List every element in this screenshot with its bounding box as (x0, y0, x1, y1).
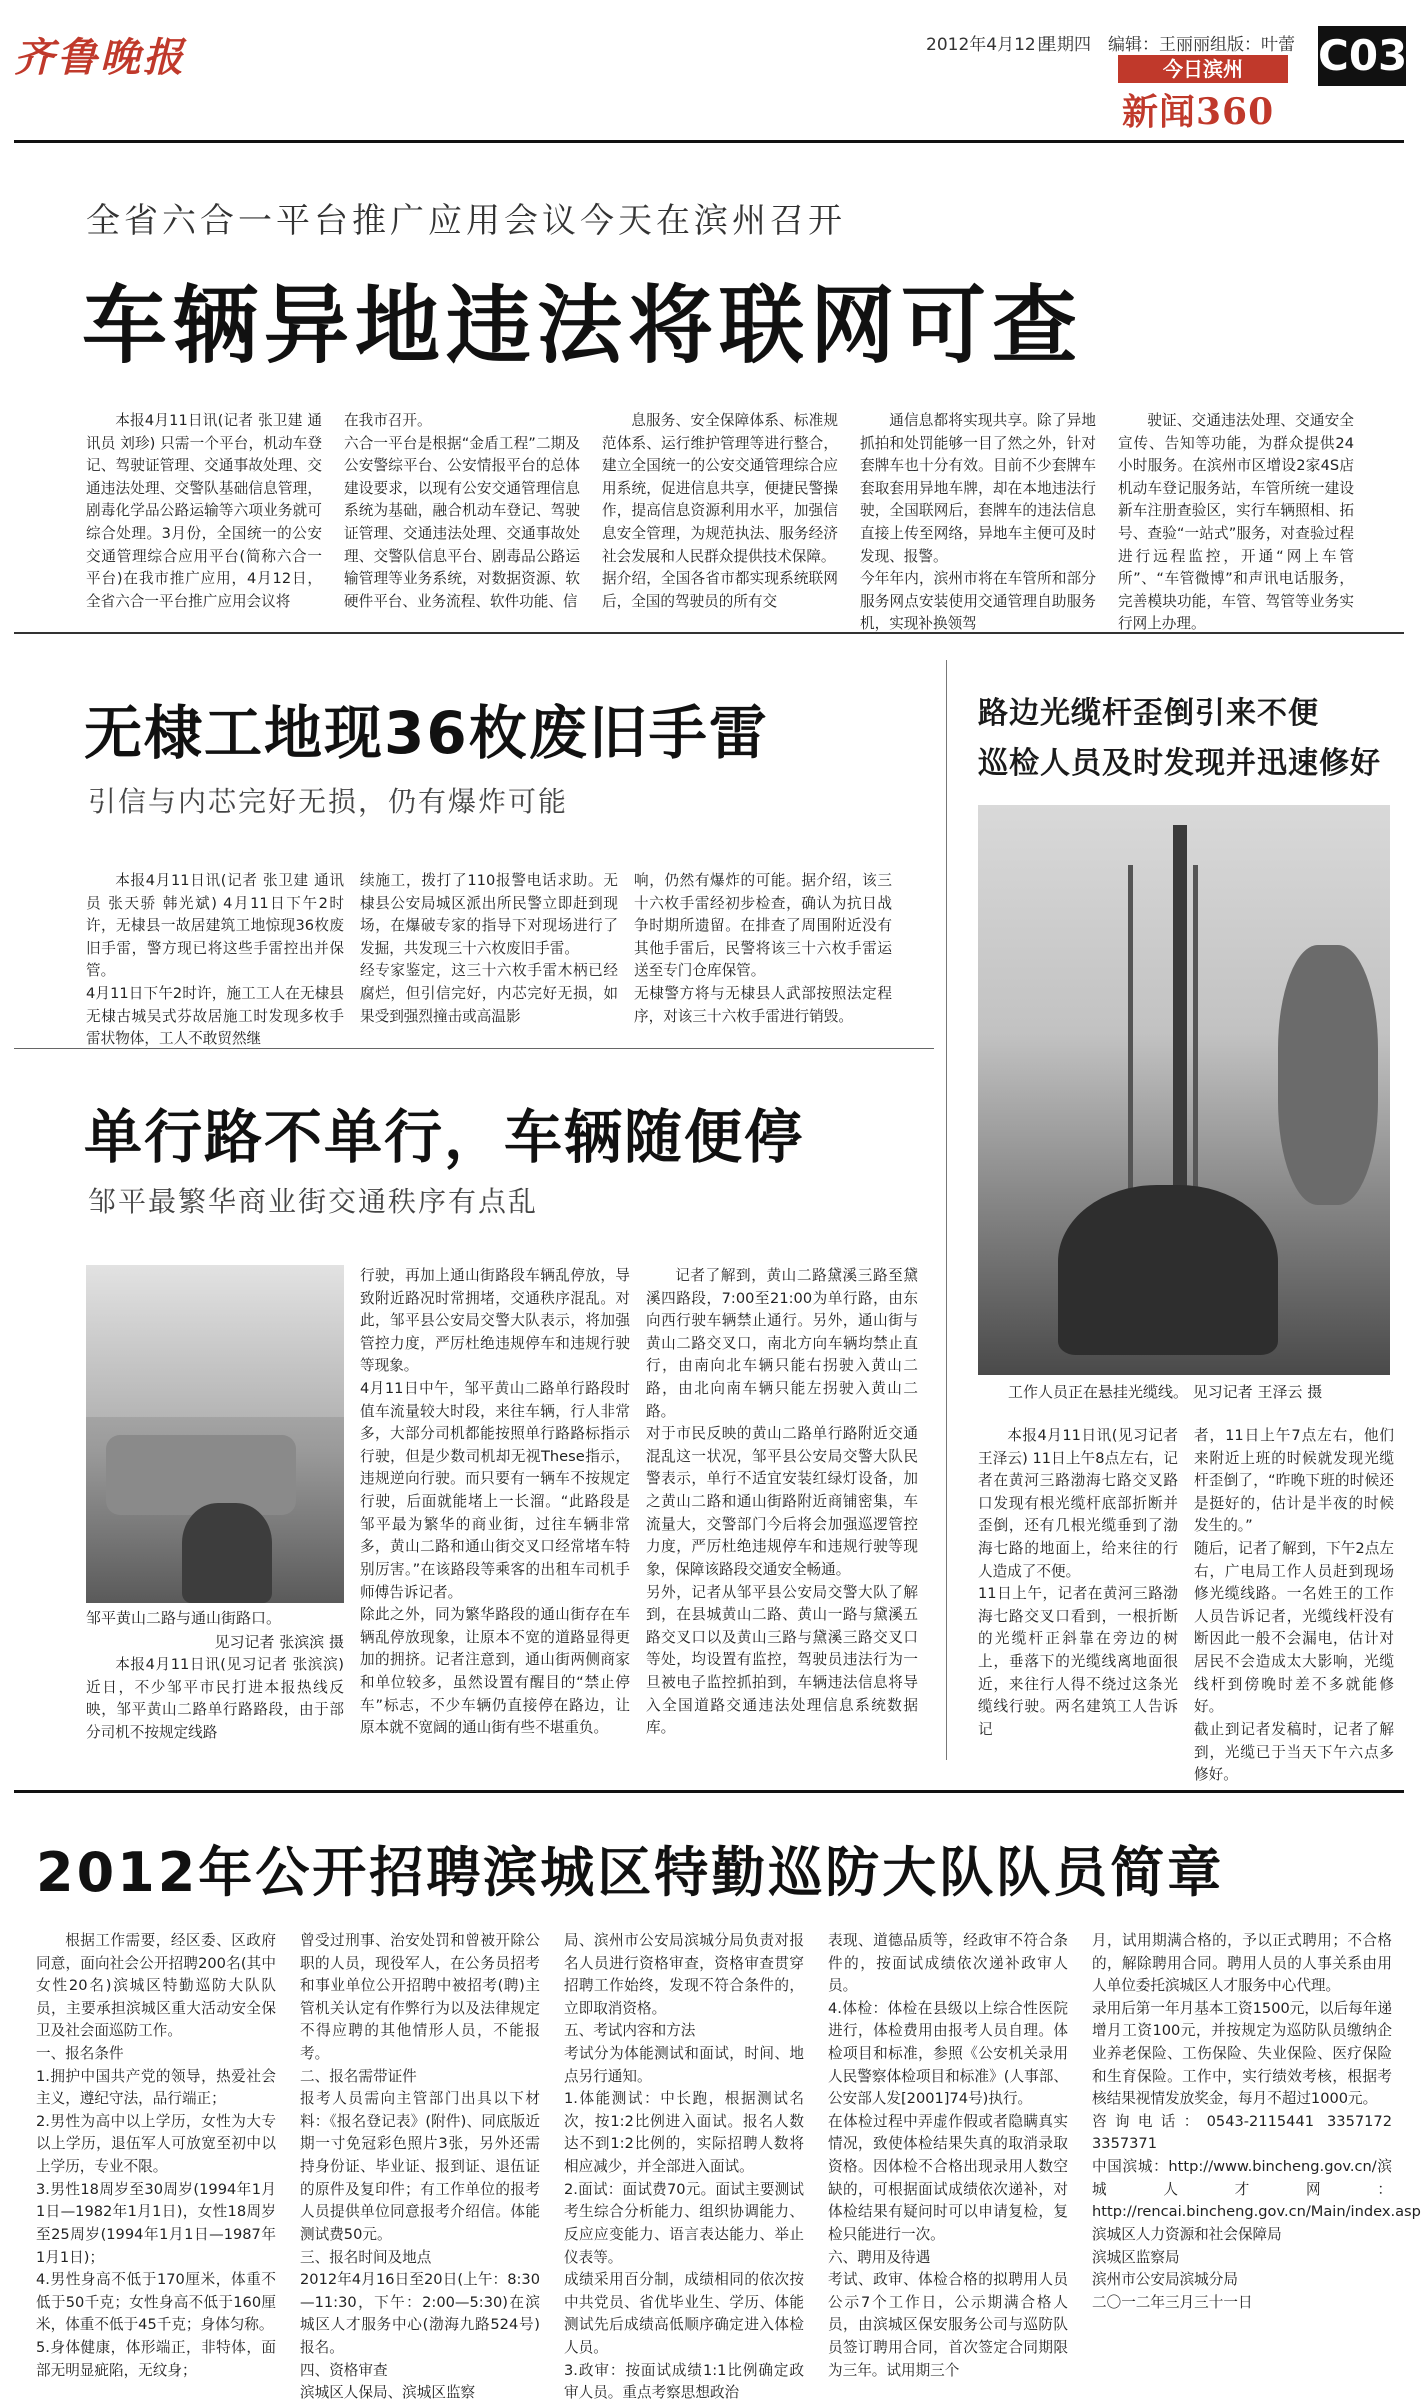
story3-photo-caption (86, 1606, 344, 1654)
masthead (0, 0, 1417, 140)
photo-tree-shape (1278, 945, 1378, 1205)
story3-caption-line1: 邹平黄山二路与通山街路口。 (86, 1609, 282, 1627)
story1-col5-text: 驶证、交通违法处理、交通安全宣传、告知等功能，为群众提供24小时服务。在滨州市区增设2家4S店机动车登记服务站，车管所统一建设新车注册查验区，实行车辆照相、拓号、查验“一站式”服务，对查验过程进行远程监控，开通“网上车管所”、“车管微博”和声讯电话服务，完善模块功能，车管、驾管等业务实行网上办理。 (1118, 412, 1354, 633)
story1-col2-text: 在我市召开。 六合一平台是根据“金盾工程”二期及公安警综平台、公安情报平台的总体建设要求，以现有公安交通管理信息系统为基础，融合机动车登记、驾驶证管理、交通违法处理、交通事故处理、交警队信息平台、剧毒品公路运输管理等业务系统，对数据资源、软硬件平台、业务流程、软件功能、信 (344, 412, 580, 610)
photo-motorbike-shape (182, 1503, 272, 1603)
story1-col3-text: 息服务、安全保障体系、标准规范体系、运行维护管理等进行整合，建立全国统一的公安交通管理综合应用系统，促进信息共享，便捷民警操作，提高信息资源利用水平，加强信息安全管理，为规范执法、服务经济社会发展和人民群众提供技术保障。 据介绍，全国各省市都实现系统联网后，全国的驾驶员的所有交 (602, 412, 838, 610)
story5-col1-text: 根据工作需要，经区委、区政府同意，面向社会公开招聘200名(其中女性20名)滨城区特勤巡防大队队员，主要承担滨城区重大活动安全保卫及社会面巡防工作。 一、报名条件 1.拥护中国共产党的领导，热爱社会主义，遵纪守法，品行端正； 2.男性为高中以上学历，女性为大专以上学历，退伍军人可放宽至初中以上学历，专业不限。 3.男性18周岁至30周岁(1994年1月1日—1982年1月1日)，女性18周岁至25周岁(1994年1月1日—1987年1月1日)； 4.男性身高不低于170厘米，体重不低于50千克；女性身高不低于160厘米，体重不低于45千克；身体匀称。 5.身体健康，体形端正，非特体，面部无明显疵陷，无纹身； (36, 1932, 276, 2379)
story5-col3-text: 局、滨州市公安局滨城分局负责对报名人员进行资格审查，资格审查贯穿招聘工作始终，发现不符合条件的，立即取消资格。 五、考试内容和方法 考试分为体能测试和面试，时间、地点另行通知。 1.体能测试：中长跑，根据测试名次，按1:2比例进入面试。报名人数达不到1:2比例的，实际招聘人数将相应减少，并全部进入面试。 2.面试：面试费70元。面试主要测试考生综合分析能力、组织协调能力、反应应变能力、语言表达能力、举止仪表等。 成绩采用百分制，成绩相同的依次按中共党员、省优毕业生、学历、体能测试先后成绩高低顺序确定进入体检人员。 3.政审：按面试成绩1:1比例确定政审人员。重点考察思想政治 (564, 1932, 804, 2402)
story2-headline: 无棣工地现36枚废旧手雷 (84, 699, 769, 767)
story5-top-rule (14, 1790, 1404, 1793)
story3-subhead: 邹平最繁华商业街交通秩序有点乱 (88, 1185, 539, 1218)
story2-col3-text: 响，仍然有爆炸的可能。据介绍，该三十六枚手雷经初步检查，确认为抗日战争时期所遗留。在排查了周围附近没有其他手雷后，民警将该三十六枚手雷运送至专门仓库保管。 无棣警方将与无棣县人武部按照法定程序，对该三十六枚手雷进行销毁。 (634, 872, 892, 1025)
story3-col1 (86, 1654, 344, 1754)
story2-col1 (86, 870, 344, 1048)
cable-repair-photo (978, 805, 1390, 1375)
section-tag: 今日滨州 (1118, 55, 1288, 83)
photo-car-shape (106, 1435, 296, 1515)
story1-col1 (86, 410, 322, 620)
story2-bottom-rule (14, 1048, 934, 1049)
story5-col2-text: 曾受过刑事、治安处罚和曾被开除公职的人员，现役军人，在公务员招考和事业单位公开招聘中被招考(聘)主管机关认定有作弊行为以及法律规定不得应聘的其他情形人员，不能报考。 二、报名需带证件 报考人员需向主管部门出具以下材料：《报名登记表》(附件)、同底版近期一寸免冠彩色照片3张，另外还需持身份证、毕业证、报到证、退伍证的原件及复印件；有工作单位的报考人员提供单位同意报考介绍信。体能测试费50元。 三、报名时间及地点 2012年4月16日至20日(上午：8:30—11:30，下午：2:00—5:30)在滨城区人才服务中心(渤海九路524号)报名。 四、资格审查 滨城区人保局、滨城区监察 (300, 1932, 540, 2402)
story5-col5 (1092, 1930, 1421, 2370)
story1-col1-text: 本报4月11日讯(记者 张卫建 通讯员 刘珍) 只需一个平台，机动车登记、驾驶证管理、交通事故处理、交通违法处理、交警队基础信息管理，剧毒化学品公路运输等六项业务就可综合处理。3月份，全国统一的公安交通管理综合应用平台(简称六合一平台)在我市推广应用，4月12日，全省六合一平台推广应用会议将 (86, 412, 322, 610)
story5-col4 (828, 1930, 1068, 2379)
story4-col1-text: 本报4月11日讯(见习记者 王泽云) 11日上午8点左右，记者在黄河三路渤海七路交叉路口发现有根光缆杆底部折断并歪倒，还有几根光缆垂到了渤海七路的地面上，给来往的行人造成了不便。 11日上午，记者在黄河三路渤海七路交叉口看到，一根折断的光缆杆正斜靠在旁边的树上，垂落下的光缆线离地面很近，来往行人得不绕过这条光缆线行驶。两名建筑工人告诉记 (978, 1427, 1178, 1738)
story5-col3 (564, 1930, 804, 2402)
story4-headline-line1: 路边光缆杆歪倒引来不便 (978, 696, 1319, 731)
story2-subhead: 引信与内芯完好无损，仍有爆炸可能 (88, 785, 569, 818)
story4-col2-text: 者，11日上午7点左右，他们来附近上班的时候就发现光缆杆歪倒了，“昨晚下班的时候还是挺好的，估计是半夜的时候发生的。” 随后，记者了解到，下午2点左右，广电局工作人员赶到现场修光缆线路。一名姓王的工作人员告诉记者，光缆线杆没有断因此一般不会漏电，估计对居民不会造成太大影响，光缆线杆到傍晚时差不多就能修好。 截止到记者发稿时，记者了解到，光缆已于当天下午六点多修好。 (1194, 1427, 1394, 1784)
masthead-rule (14, 140, 1404, 143)
photo-building-shape (86, 1265, 344, 1417)
story4-headline-line2: 巡检人员及时发现并迅速修好 (978, 746, 1381, 781)
section-brand: 新闻360 (1122, 91, 1275, 133)
column-divider (946, 660, 947, 1760)
story3-col2 (360, 1265, 630, 1755)
issue-weekday: 星期四 (1040, 35, 1091, 55)
issue-date: 2012年4月12日 (926, 35, 1053, 55)
story1-kicker: 全省六合一平台推广应用会议今天在滨州召开 (86, 201, 846, 241)
story5-col5-text: 月，试用期满合格的，予以正式聘用；不合格的，解除聘用合同。聘用人员的人事关系由用人单位委托滨城区人才服务中心代理。 录用后第一年月基本工资1500元，以后每年递增月工资100元，并按规定为巡防队员缴纳企业养老保险、工伤保险、失业保险、医疗保险和生育保险。工作中，实行绩效考核，根据考核结果视情发放奖金，每月不超过1000元。 咨询电话：0543-2115441 3357172 3357371 中国滨城：http://www.bincheng.gov.cn/滨城人才网：http://rencai.bincheng.gov.cn/Main/index.asp 滨城区人力资源和社会保障局 滨城区监察局 滨州市公安局滨城分局 二〇一二年三月三十一日 (1092, 1932, 1421, 2311)
story4-photo-caption: 工作人员正在悬挂光缆线。 见习记者 王泽云 摄 (1008, 1383, 1323, 1401)
story2-col1-text: 本报4月11日讯(记者 张卫建 通讯员 张天骄 韩光斌) 4月11日下午2时许，无棣县一故居建筑工地惊现36枚废旧手雷，警方现已将这些手雷控出并保管。 4月11日下午2时许，施工工人在无棣县无棣古城吴式芬故居施工时发现多枚手雷状物体，工人不敢贸然继 (86, 872, 344, 1048)
story5-col1 (36, 1930, 276, 2379)
story3-headline: 单行路不单行，车辆随便停 (84, 1103, 805, 1171)
story1-col5 (1118, 410, 1354, 633)
story2-col2 (360, 870, 618, 1032)
story1-col2 (344, 410, 580, 620)
story1-headline: 车辆异地违法将联网可查 (82, 277, 1084, 376)
story5-col2 (300, 1930, 540, 2402)
story4-col1 (978, 1425, 1178, 1755)
story1-bottom-rule (14, 632, 1404, 634)
page-code: C03 (1318, 26, 1406, 86)
story1-col4-text: 通信息都将实现共享。除了异地抓拍和处罚能够一目了然之外，针对套牌车也十分有效。目前不少套牌车套取套用异地车牌，却在本地违法行驶，全国联网后，套牌车的违法信息直接上传至网络，异地车主便可及时发现、报警。 今年年内，滨州市将在车管所和部分服务网点安装使用交通管理自助服务机，实现补换领驾 (860, 412, 1096, 633)
story1-col3 (602, 410, 838, 620)
story3-col3 (646, 1265, 918, 1755)
story3-caption-line2: 见习记者 张滨滨 摄 (214, 1633, 344, 1651)
story2-col2-text: 续施工，拨打了110报警电话求助。无棣县公安局城区派出所民警立即赶到现场，在爆破专家的指导下对现场进行了发掘，共发现三十六枚废旧手雷。 经专家鉴定，这三十六枚手雷木柄已经腐烂，但引信完好，内芯完好无损，如果受到强烈撞击或高温影 (360, 872, 618, 1025)
story3-col3-text: 记者了解到，黄山二路黛溪三路至黛溪四路段，7:00至21:00为单行路，由东向西行驶车辆禁止通行。另外，通山街与黄山二路交叉口，南北方向车辆均禁止直行，由南向北车辆只能右拐驶入黄山二路，由北向南车辆只能左拐驶入黄山二路。 对于市民反映的黄山二路单行路附近交通混乱这一状况，邹平县公安局交警大队民警表示，单行不适宜安装红绿灯设备，加之黄山二路和通山街路附近商铺密集，车流量大，交警部门今后将会加强巡逻管控力度，严厉杜绝违规停车和违规行驶等现象，保障该路段交通安全畅通。 另外，记者从邹平县公安局交警大队了解到，在县城黄山二路、黄山一路与黛溪五路交叉口以及黄山三路与黛溪三路交叉口等处，均设置有监控，驾驶员违法行为一旦被电子监控抓拍到，车辆违法信息将导入全国道路交通违法处理信息系统数据库。 (646, 1267, 918, 1737)
story5-headline: 2012年公开招聘滨城区特勤巡防大队队员简章 (36, 1841, 1225, 1904)
newspaper-logo: 齐鲁晚报 (14, 34, 186, 81)
street-traffic-photo (86, 1265, 344, 1603)
story5-col4-text: 表现、道德品质等，经政审不符合条件的，按面试成绩依次递补政审人员。 4.体检：体检在县级以上综合性医院进行，体检费用由报考人员自理。体检项目和标准，参照《公安机关录用人民警察体检项目和标准》(人事部、公安部人发[2001]74号)执行。 在体检过程中弄虚作假或者隐瞒真实情况，致使体检结果失真的取消录取资格。因体检不合格出现录用人数空缺的，可根据面试成绩依次递补，对体检结果有疑问时可以申请复检，复检只能进行一次。 六、聘用及待遇 考试、政审、体检合格的拟聘用人员公示7个工作日，公示期满合格人员，由滨城区保安服务公司与巡防队员签订聘用合同，首次签定合同期限为三年。试用期三个 (828, 1932, 1068, 2379)
story3-col1-text: 本报4月11日讯(见习记者 张滨滨) 近日，不少邹平市民打进本报热线反映，邹平黄山二路单行路路段，由于部分司机不按规定线路 (86, 1656, 344, 1741)
story3-col2-text: 行驶，再加上通山街路段车辆乱停放，导致附近路况时常拥堵，交通秩序混乱。对此，邹平县公安局交警大队表示，将加强管控力度，严厉杜绝违规停车和违规行驶等现象。 4月11日中午，邹平黄山二路单行路段时值车流量较大时段，来往车辆，行人非常多，大部分司机都能按照单行路路标指示行驶，但是少数司机却无视These指示，违规逆向行驶。而只要有一辆车不按规定行驶，后面就能堵上一长溜。“此路段是邹平最为繁华的商业街，过往车辆非常多，黄山二路和通山街交叉口经常堵车特别厉害。”在该路段等乘客的出租车司机手师傅告诉记者。 除此之外，同为繁华路段的通山街存在车辆乱停放现象，让原本不宽的道路显得更加的拥挤。记者注意到，通山街两侧商家和单位较多，虽然设置有醒目的“禁止停车”标志，不少车辆仍直接停在路边，让原本就不宽阔的通山街有些不堪重负。 (360, 1267, 630, 1737)
layout-credit: 组版：叶蕾 (1210, 35, 1295, 55)
editor-credit: 编辑：王丽丽 (1108, 35, 1210, 55)
story2-col3 (634, 870, 892, 1032)
story1-col4 (860, 410, 1096, 633)
photo-workers-shape (1058, 1185, 1278, 1355)
story4-col2 (1194, 1425, 1394, 1784)
